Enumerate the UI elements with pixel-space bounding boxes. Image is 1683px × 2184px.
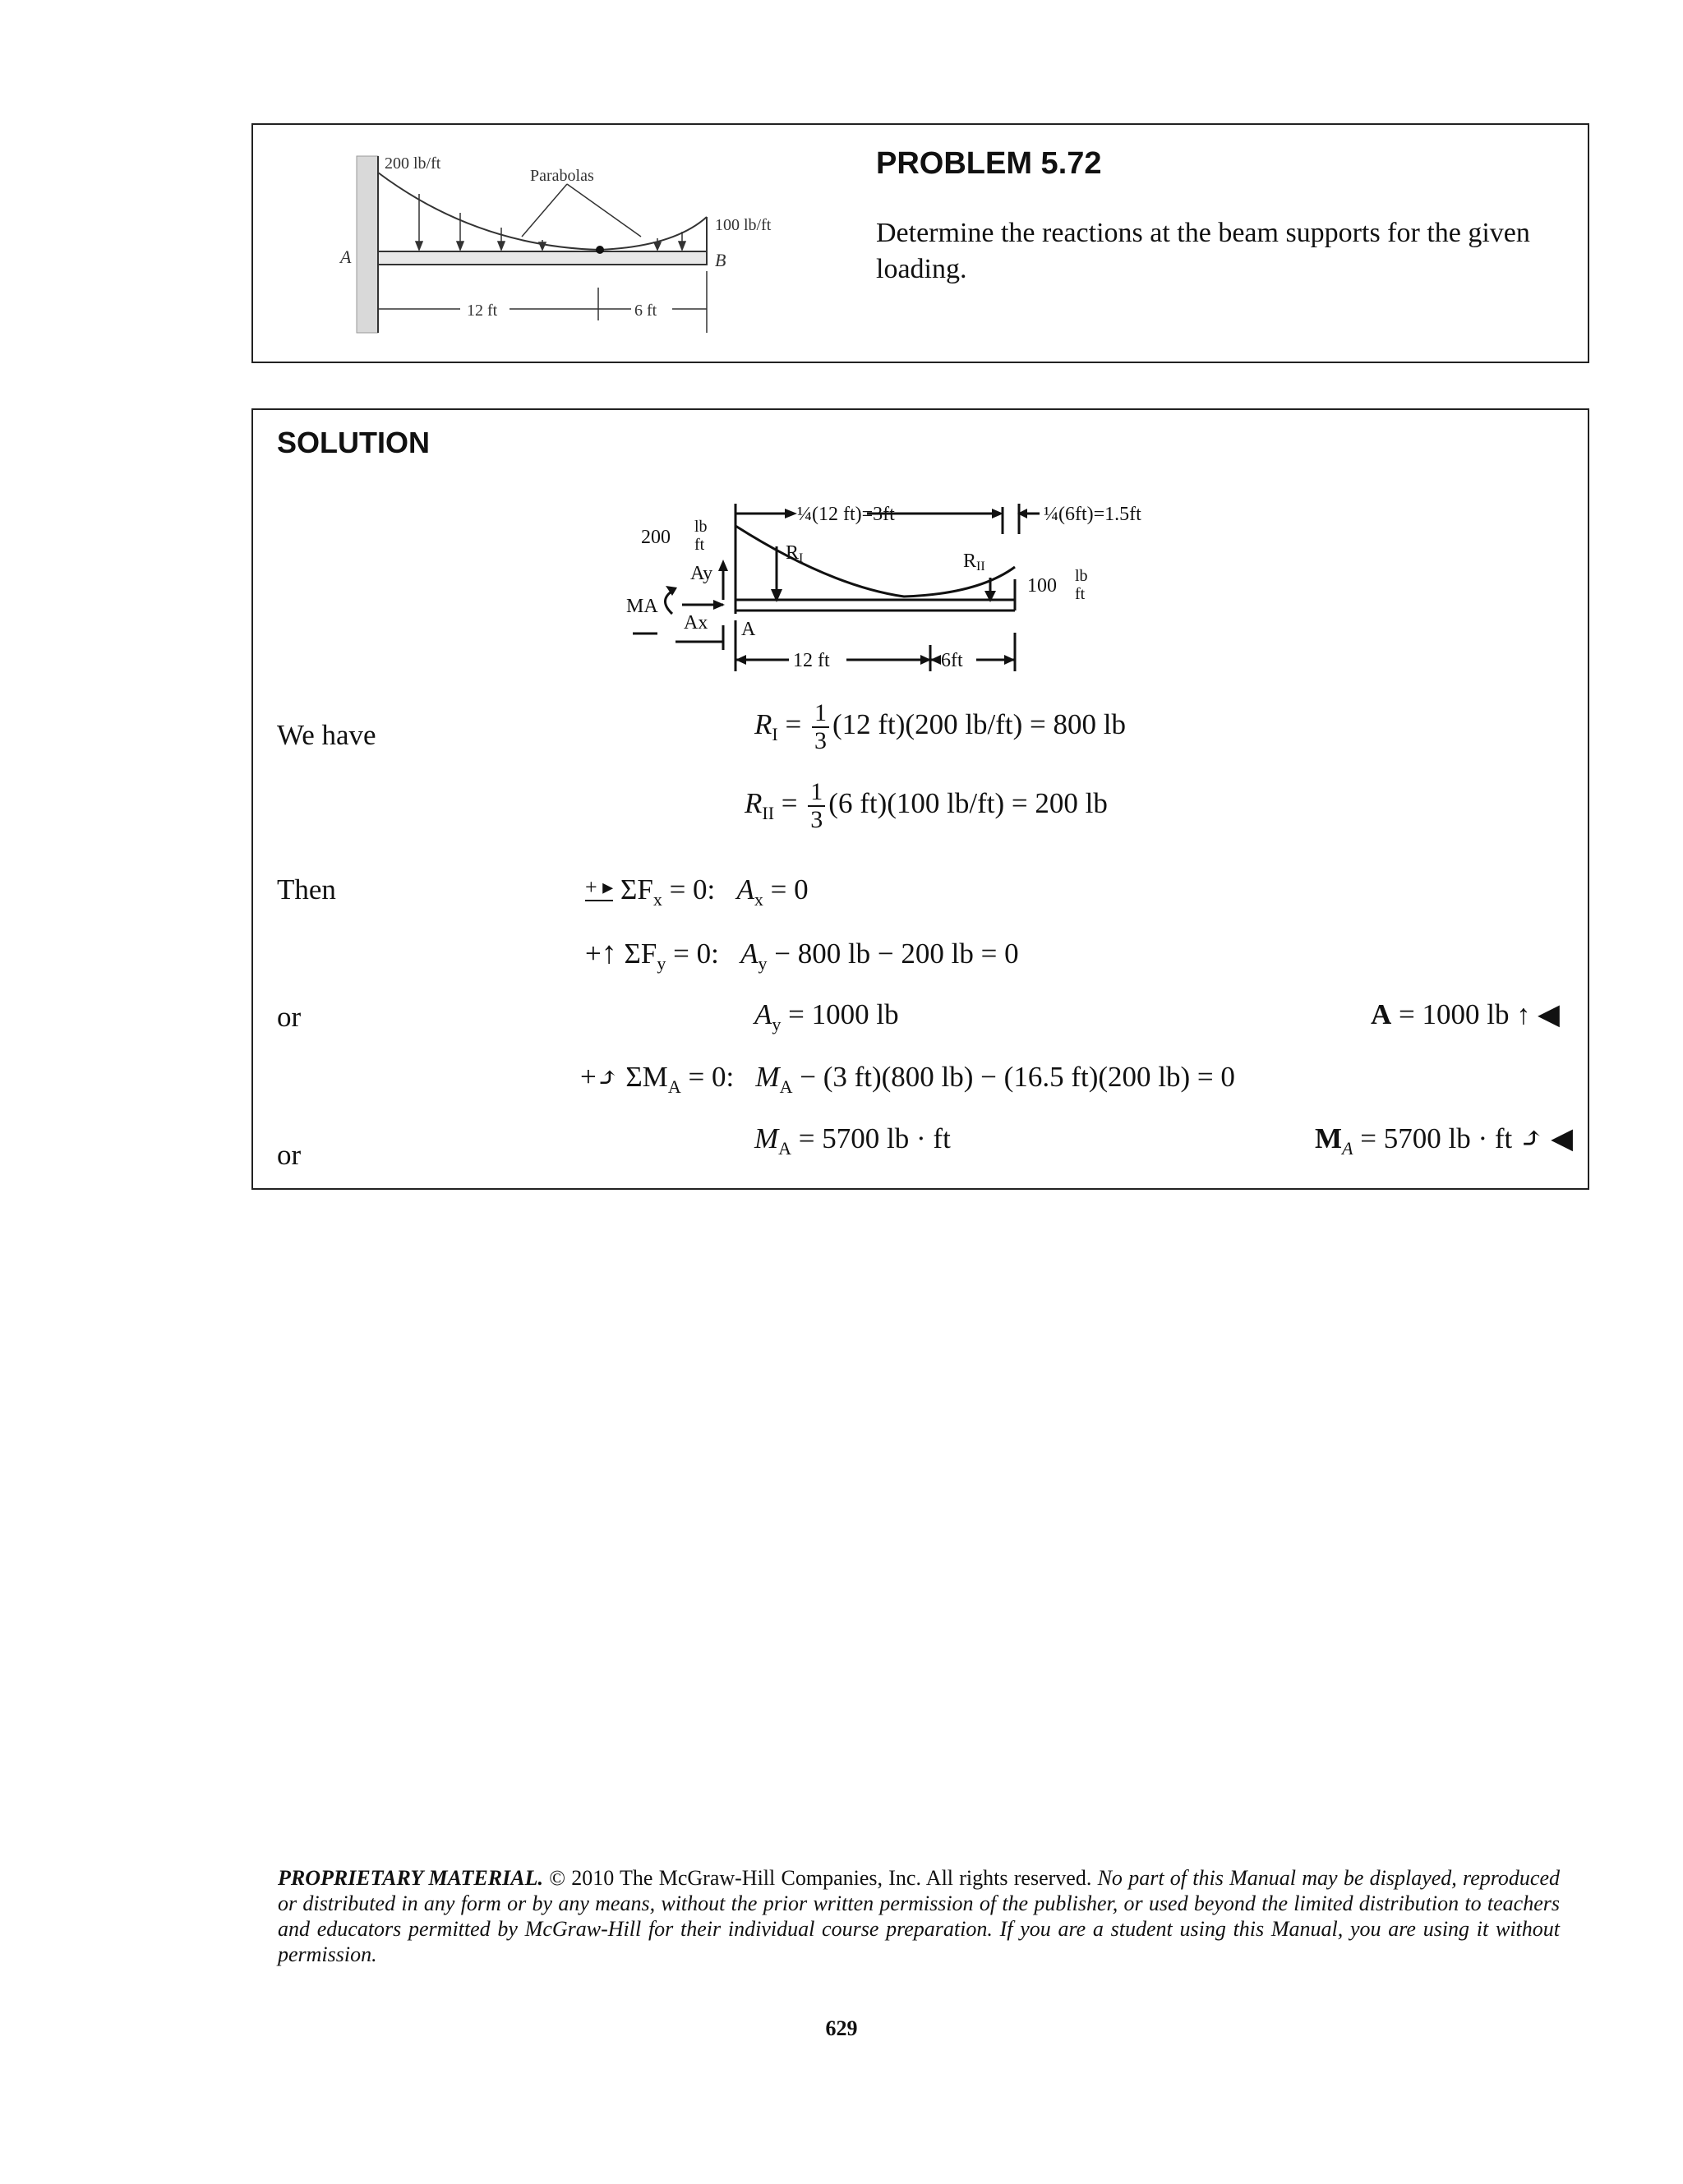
fbd-point-a-label: A — [741, 619, 756, 640]
result-ma: $M_A = 5700$ lb · ft ⤴ ◀ — [1315, 1122, 1573, 1159]
up-arrow-icon: ↑ — [1516, 1000, 1531, 1030]
fbd-span-1: 12 ft — [793, 650, 830, 671]
footer-copyright: © 2010 The McGraw-Hill Companies, Inc. All rights reserved. — [542, 1866, 1092, 1890]
result-marker-icon: ◀ — [1551, 1122, 1573, 1154]
support-b-label: B — [715, 250, 726, 270]
footer-lead: PROPRIETARY MATERIAL. — [278, 1866, 543, 1890]
equation-r1: $R_I$ = $\frac{1}{3}$ (12 ft)(200 lb/ft) = 800 lb — [754, 699, 1127, 754]
span-1-label: 12 ft — [467, 302, 498, 320]
copyright-footer — [278, 1865, 1560, 1967]
fbd-r2-label: RII — [963, 551, 985, 574]
problem-statement: Determine the reactions at the beam supports for the given loading. — [876, 218, 1530, 284]
equation-ay: $A_y = 1000$ lb — [754, 998, 899, 1034]
positive-right-arrow-icon: + ▸ — [585, 875, 613, 901]
fbd-load-right-num: 100 — [1027, 575, 1057, 597]
free-body-diagram — [608, 489, 1249, 686]
fbd-load-left-unit-top: lb — [694, 518, 708, 536]
result-marker-icon: ◀ — [1538, 998, 1560, 1030]
equation-sum-ma: +⤴ $\Sigma M_A = 0$: $M_A - (3$ ft)(800 lb) − (16.5 ft)(200 lb) = 0 — [580, 1061, 1235, 1097]
fbd-ax-label: Ax — [684, 612, 708, 634]
load-left-label: 200 lb/ft — [385, 154, 441, 173]
problem-title: PROBLEM 5.72 — [876, 146, 1102, 181]
equation-sum-fy: +↑ $\Sigma F_y = 0$: $A_y - 800$ lb − 200 lb = 0 — [585, 936, 1019, 974]
label-we-have: We have — [277, 719, 376, 751]
footer-body: No part of this Manual may be displayed, reproduced or distributed in any form or by any means, without the prior written permission of the publisher, or used beyond the limited distribution to teachers and educators permitted by McGraw-Hill for their individual course preparation. If you are a student using this Manual, you are using it without permission. — [278, 1866, 1560, 1966]
support-a-label: A — [340, 247, 352, 267]
parabolas-label: Parabolas — [530, 167, 594, 185]
equation-ma-result: $M_A = 5700$ lb · ft — [754, 1122, 951, 1159]
load-right-label: 100 lb/ft — [715, 216, 772, 234]
equation-sum-fx: + ▸ $\Sigma F_x = 0$: $A_x = 0$ — [585, 873, 809, 910]
fbd-top-dim-1: ¼(12 ft)=3ft — [797, 504, 895, 525]
positive-up-arrow-icon: +↑ — [585, 936, 617, 970]
fbd-load-right-unit-top: lb — [1075, 567, 1088, 585]
label-or-1: or — [277, 1001, 302, 1033]
problem-figure — [329, 148, 822, 345]
fbd-load-left-num: 200 — [641, 527, 671, 548]
fbd-span-2: 6ft — [941, 650, 963, 671]
span-2-label: 6 ft — [634, 302, 657, 320]
fbd-ay-label: Ay — [690, 563, 713, 584]
fbd-r1-label: RI — [786, 542, 804, 565]
page-number: 629 — [825, 2016, 858, 2040]
counterclockwise-moment-icon: +⤴ — [580, 1061, 619, 1093]
label-then: Then — [277, 873, 336, 905]
fbd-ma-label: MA — [626, 596, 658, 617]
fbd-load-right-unit-bot: ft — [1075, 585, 1086, 603]
result-a: A = 1000 lb ↑ ◀ — [1371, 998, 1560, 1030]
equation-r2: $R_{II}$ = $\frac{1}{3}$ (6 ft)(100 lb/ft) = 200 lb — [745, 778, 1108, 833]
fbd-load-left-unit-bot: ft — [694, 536, 705, 554]
beam — [378, 251, 707, 265]
wall-support — [357, 156, 378, 333]
solution-title: SOLUTION — [277, 426, 430, 459]
label-or-2: or — [277, 1139, 302, 1171]
counterclockwise-arrow-icon: ⤴ — [1519, 1122, 1544, 1154]
fbd-top-dim-2: ¼(6ft)=1.5ft — [1044, 504, 1141, 525]
